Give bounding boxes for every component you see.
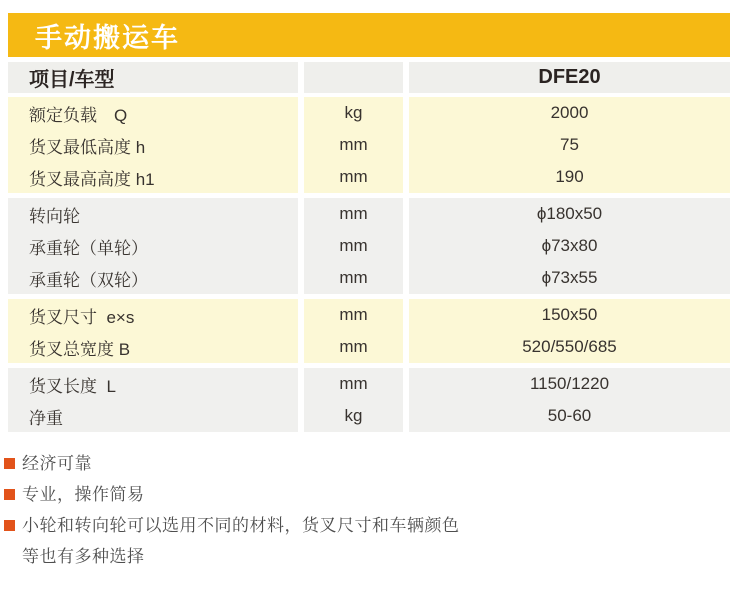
table-groups — [8, 97, 730, 432]
spec-unit-cell: mm — [304, 299, 403, 331]
header-item-col: 项目/车型 — [8, 62, 298, 93]
spec-value-cell: ϕ73x55 — [409, 262, 730, 294]
spec-row — [8, 331, 730, 363]
spec-unit-cell: mm — [304, 161, 403, 193]
feature-text-line: 等也有多种选择 — [22, 547, 145, 566]
spec-row — [8, 198, 730, 230]
spec-unit-cell: mm — [304, 262, 403, 294]
spec-table-header-row — [8, 62, 730, 93]
header-unit-col — [304, 62, 403, 93]
spec-item-cell: 净重 — [8, 400, 298, 432]
spec-value-cell: 520/550/685 — [409, 331, 730, 363]
spec-value-cell: 2000 — [409, 97, 730, 129]
spec-value-cell: 75 — [409, 129, 730, 161]
spec-value-cell: ϕ73x80 — [409, 230, 730, 262]
feature-text-line: 经济可靠 — [22, 454, 92, 473]
spec-row — [8, 161, 730, 193]
spec-item-cell: 货叉最低高度 h — [8, 129, 298, 161]
spec-item-cell: 货叉总宽度 B — [8, 331, 298, 363]
spec-value-cell: 50-60 — [409, 400, 730, 432]
spec-row — [8, 400, 730, 432]
spec-value-cell: 150x50 — [409, 299, 730, 331]
feature-text-line: 小轮和转向轮可以选用不同的材料，货叉尺寸和车辆颜色 — [22, 516, 460, 535]
spec-row — [8, 129, 730, 161]
spec-group-4 — [8, 368, 730, 432]
spec-item-cell: 转向轮 — [8, 198, 298, 230]
spec-unit-cell: kg — [304, 97, 403, 129]
spec-unit-cell: mm — [304, 198, 403, 230]
spec-item-cell: 额定负载 Q — [8, 97, 298, 129]
bullet-square-icon — [4, 520, 15, 531]
spec-group-3 — [8, 299, 730, 363]
spec-item-cell: 承重轮（双轮） — [8, 262, 298, 294]
spec-item-cell: 货叉长度 L — [8, 368, 298, 400]
spec-value-cell: ϕ180x50 — [409, 198, 730, 230]
spec-value-cell: 190 — [409, 161, 730, 193]
feature-text — [22, 479, 145, 510]
header-model-col: DFE20 — [409, 62, 730, 93]
section-title: 手动搬运车 — [35, 22, 180, 53]
feature-text-line: 专业，操作简易 — [22, 485, 145, 504]
spec-unit-cell: mm — [304, 230, 403, 262]
spec-value-cell: 1150/1220 — [409, 368, 730, 400]
spec-row — [8, 262, 730, 294]
spec-item-cell: 承重轮（单轮） — [8, 230, 298, 262]
spec-row — [8, 97, 730, 129]
feature-item — [4, 510, 724, 572]
bullet-square-icon — [4, 489, 15, 500]
spec-row — [8, 230, 730, 262]
section-title-bar — [8, 13, 730, 57]
feature-list — [4, 448, 724, 572]
spec-table — [8, 62, 730, 437]
bullet-square-icon — [4, 458, 15, 469]
spec-item-cell: 货叉最高高度 h1 — [8, 161, 298, 193]
spec-unit-cell: mm — [304, 368, 403, 400]
feature-item — [4, 448, 724, 479]
feature-text — [22, 448, 92, 479]
feature-item — [4, 479, 724, 510]
spec-row — [8, 368, 730, 400]
feature-text — [22, 510, 460, 572]
spec-row — [8, 299, 730, 331]
spec-unit-cell: kg — [304, 400, 403, 432]
spec-group-2 — [8, 198, 730, 294]
spec-group-1 — [8, 97, 730, 193]
spec-unit-cell: mm — [304, 129, 403, 161]
spec-item-cell: 货叉尺寸 e×s — [8, 299, 298, 331]
spec-unit-cell: mm — [304, 331, 403, 363]
